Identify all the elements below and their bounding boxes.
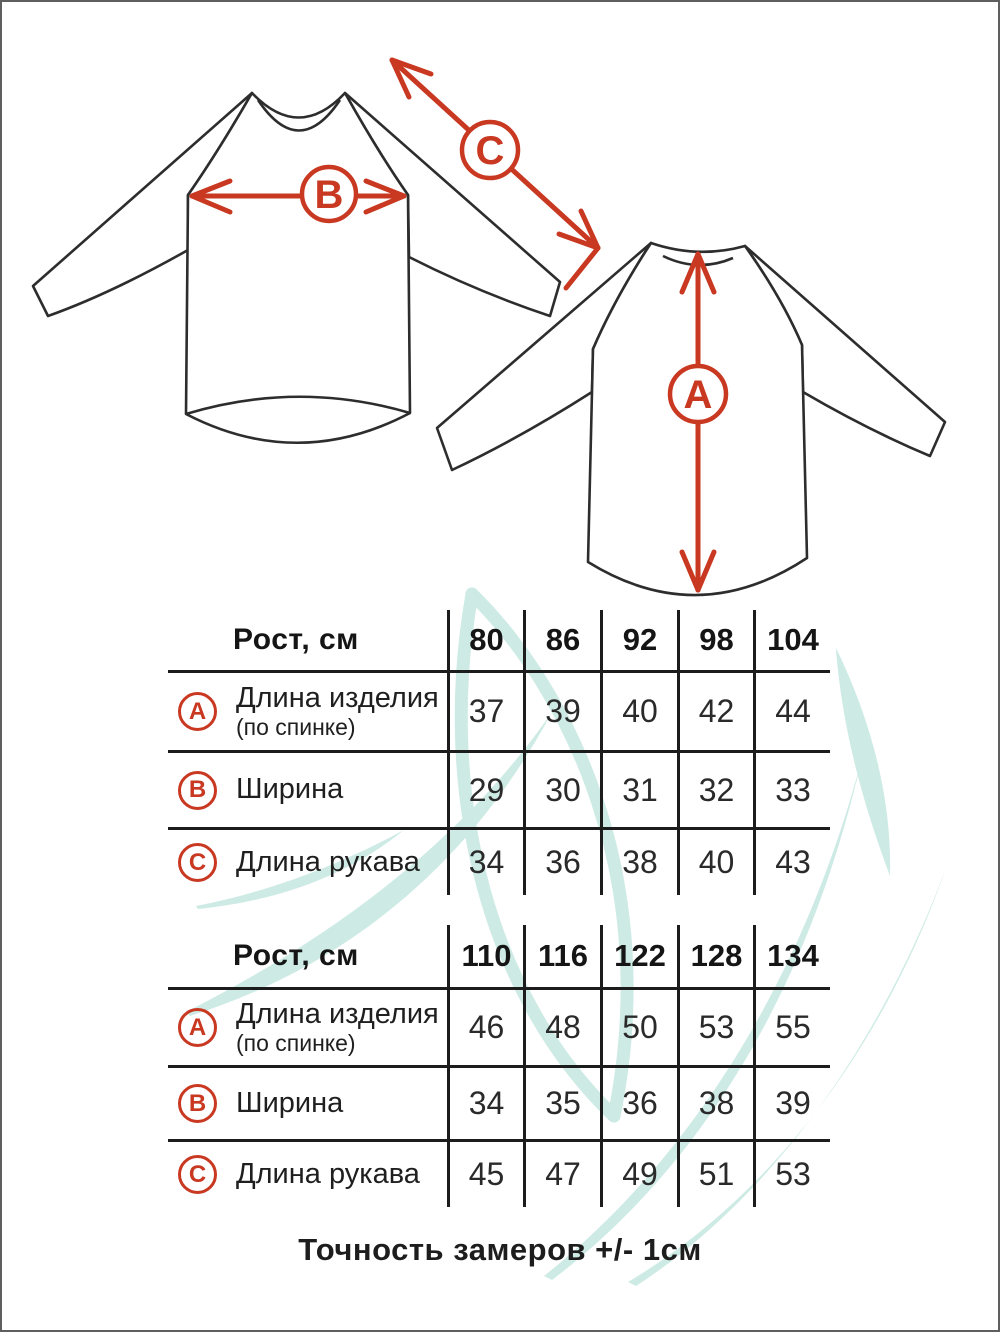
size-column-header: 80 xyxy=(447,610,523,673)
row-label-cell xyxy=(168,1142,447,1207)
height-header-label: Рост, см xyxy=(233,939,359,972)
measurement-value-cell: 36 xyxy=(523,830,600,895)
measurement-value-cell: 44 xyxy=(753,673,830,753)
measurement-value-cell: 37 xyxy=(447,673,523,753)
row-letter-badge-b: B xyxy=(178,1084,217,1123)
measurement-value-cell: 47 xyxy=(523,1142,600,1207)
size-column-header: 86 xyxy=(523,610,600,673)
row-label: Длина изделия (по спинке) xyxy=(236,998,439,1056)
measurement-value-cell: 38 xyxy=(677,1068,753,1142)
measurement-letter-b: B xyxy=(314,173,344,217)
measurement-value-cell: 48 xyxy=(523,990,600,1068)
measurement-value-cell: 36 xyxy=(600,1068,677,1142)
row-letter-badge-b: B xyxy=(178,771,217,810)
size-table-80-104 xyxy=(168,610,830,895)
size-column-header: 116 xyxy=(523,925,600,990)
watermark-blade xyxy=(836,648,890,876)
measurement-value-cell: 49 xyxy=(600,1142,677,1207)
measurement-value-cell: 29 xyxy=(447,753,523,830)
size-column-header: 92 xyxy=(600,610,677,673)
row-label: Ширина xyxy=(236,1086,344,1119)
size-column-header: 134 xyxy=(753,925,830,990)
measurement-value-cell: 31 xyxy=(600,753,677,830)
measurement-value-cell: 46 xyxy=(447,990,523,1068)
size-column-header: 104 xyxy=(753,610,830,673)
measurement-letter-c: C xyxy=(475,129,505,173)
row-label: Длина изделия (по спинке) xyxy=(236,682,439,740)
measurement-value-cell: 43 xyxy=(753,830,830,895)
size-column-header: 122 xyxy=(600,925,677,990)
row-label-cell xyxy=(168,830,447,895)
measurement-value-cell: 50 xyxy=(600,990,677,1068)
measurement-value-cell: 42 xyxy=(677,673,753,753)
measurement-value-cell: 33 xyxy=(753,753,830,830)
measurement-value-cell: 34 xyxy=(447,1068,523,1142)
front-body xyxy=(186,93,410,443)
size-column-header: 128 xyxy=(677,925,753,990)
size-table-110-134 xyxy=(168,925,830,1207)
measurement-value-cell: 32 xyxy=(677,753,753,830)
garment-measurement-diagram xyxy=(0,0,1000,612)
measurement-value-cell: 40 xyxy=(600,673,677,753)
measurement-value-cell: 35 xyxy=(523,1068,600,1142)
table-header-label-cell xyxy=(168,925,447,990)
row-label: Длина рукава xyxy=(236,1157,420,1190)
measurement-value-cell: 39 xyxy=(523,673,600,753)
measurement-value-cell: 53 xyxy=(753,1142,830,1207)
row-label-cell xyxy=(168,1068,447,1142)
measurement-value-cell: 45 xyxy=(447,1142,523,1207)
measurement-value-cell: 34 xyxy=(447,830,523,895)
size-column-header: 110 xyxy=(447,925,523,990)
accuracy-note: Точность замеров +/- 1см xyxy=(298,1232,702,1267)
measurement-value-cell: 53 xyxy=(677,990,753,1068)
measurement-value-cell: 38 xyxy=(600,830,677,895)
height-header-label: Рост, см xyxy=(233,623,359,656)
row-label-cell xyxy=(168,990,447,1068)
measurement-value-cell: 30 xyxy=(523,753,600,830)
row-letter-badge-a: A xyxy=(178,1008,217,1047)
measurement-letter-a: A xyxy=(683,373,713,417)
measurement-value-cell: 55 xyxy=(753,990,830,1068)
measurement-value-cell: 40 xyxy=(677,830,753,895)
table-header-label-cell xyxy=(168,610,447,673)
row-label-cell xyxy=(168,753,447,830)
measurement-value-cell: 39 xyxy=(753,1068,830,1142)
row-letter-badge-c: C xyxy=(178,1155,217,1194)
row-letter-badge-c: C xyxy=(178,843,217,882)
extension-line xyxy=(566,248,598,288)
size-column-header: 98 xyxy=(677,610,753,673)
measurement-value-cell: 51 xyxy=(677,1142,753,1207)
row-label: Длина рукава xyxy=(236,845,420,878)
row-letter-badge-a: A xyxy=(178,692,217,731)
row-label-cell xyxy=(168,673,447,753)
row-label: Ширина xyxy=(236,773,344,806)
